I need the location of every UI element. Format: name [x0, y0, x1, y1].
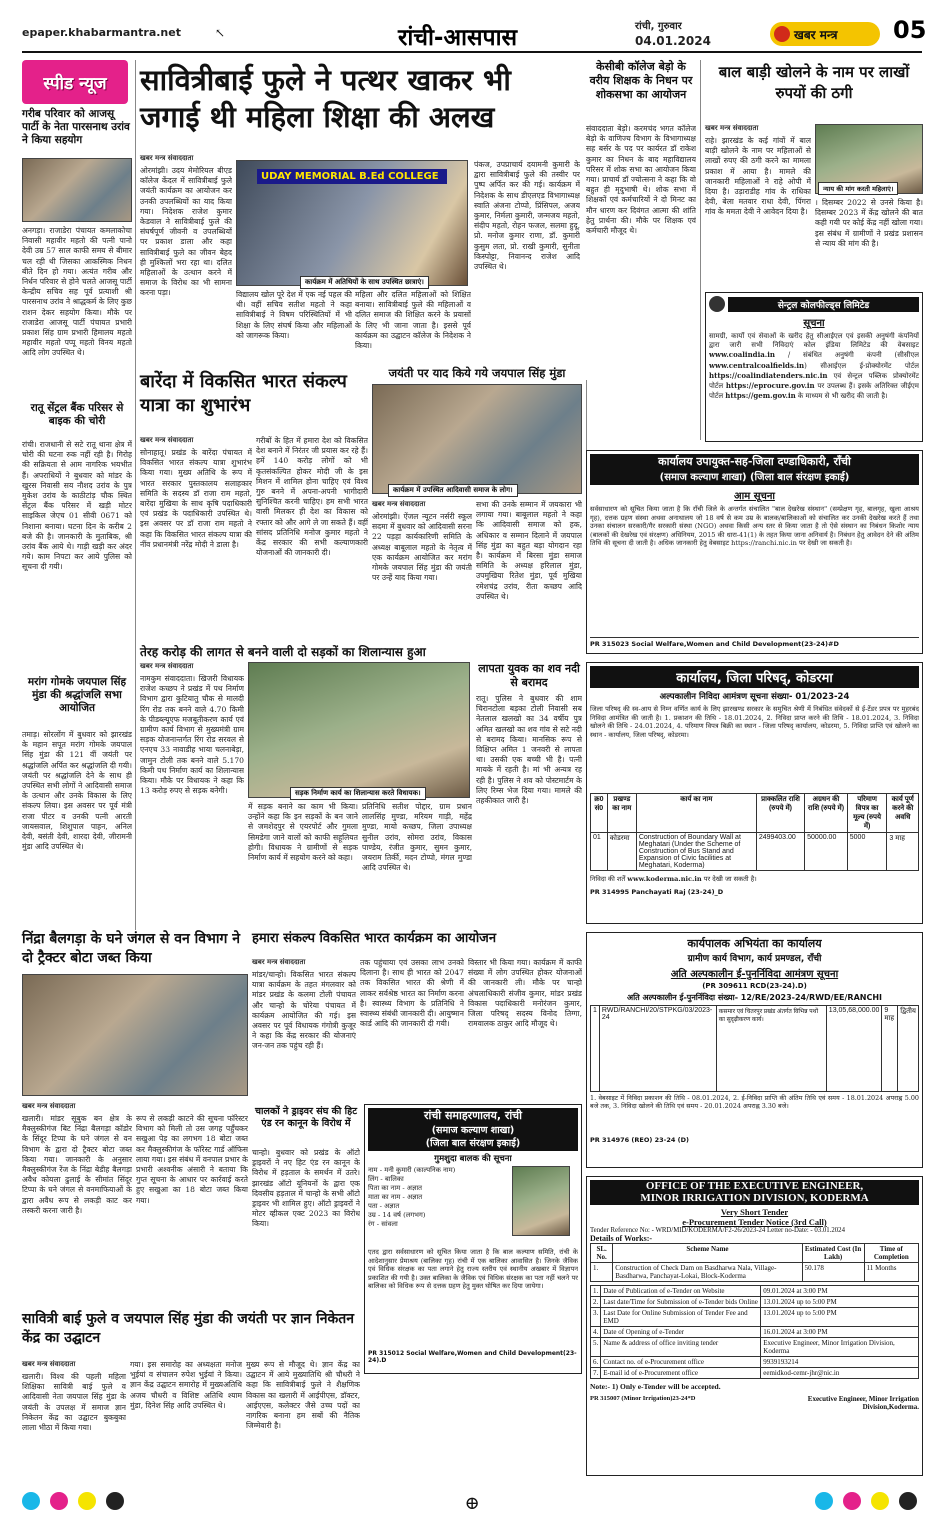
lead-body-2: विद्यालय खोल पूरे देश में एक नई पहल की थी। वहीं सचिव सतीश महतो ने कहा सावित्रीबाई ने विषम परिस्थितियों में भी शिक्षा के लिए संघर्ष किया और महिलाओं को जागरूक किया।: [236, 290, 352, 340]
speed-news-body-1: अनगड़ा। राजाडेरा पंचायत कमलाकोचा निवासी महावीर महतो की पत्नी पानो देवी उम्र 57 साल काफी समय से बीमार चल रही थी जिसका आकस्मिक निधन बीते दिन हो गया। अत्यंत गरीब और निर्धन परिवार से होने चलते आजसू पार्टी केन्द्रीय सचिव सह पूर्व प्रत्याशी श्री पारसनाथ उरांव ने श्राद्धकर्म के लिए कुछ राशन देकर सहयोग किया। मौके पर राजाडेरा आजसू पार्टी पंचायत प्रभारी प्रकाश सिंह ग्राम प्रभारी हिमालय महतो महावीर महतो पप्पू महतो विनय महतो आदि लोग उपस्थित थे।: [22, 226, 132, 358]
minor-date-row: [591, 1286, 919, 1297]
lead-caption: कार्यक्रम में अतिथियों के साथ उपस्थित छात्राएं।: [300, 276, 429, 289]
minor-cell: 11 Months: [864, 1263, 918, 1282]
missing-body: रातू। पुलिस ने बुधवार की शाम चिरानटोला बड़का टोली निवासी सब नेतलाल खलखो का 34 वर्षीय पुत्र अमित खलखो का शव गांव से सटे नदी से बरामद किया। मानसिक रूप से विक्षिप्त अमित 1 जनवरी से लापता था। उसकी एक बच्ची भी है। पत्नी मायके में रहती है। मां भी अन्यत्र रह रही है। पुलिस ने शव को पोस्टमार्टम के लिए रिम्स भेज दिया गया। मामले की तहकीकात जारी है।: [476, 694, 582, 806]
cyan-mark-icon: [22, 1492, 40, 1510]
minor-cell: Last Date for Online Submission of Tender Fee and EMD: [601, 1308, 761, 1327]
adopt-sub: (समाज कल्याण शाखा): [368, 1123, 578, 1136]
koderma-cell: 5000: [847, 833, 887, 871]
minor-work-table: [590, 1243, 919, 1282]
barendra-body-2: गरीबों के हित में हमारा देश को विकसित देश बनाने में निरंतर जी प्रयास कर रहे हैं। हमें 140 करोड़ लोगों को भी कृतसंकल्पित होकर मोदी जी के इस मिशन में शामिल होना चाहिए एवं विश्व गुरु बनने में अपना-अपनी भागीदारी सुनिश्चित करनी चाहिए। हम सभी भारत वासी मिलकर ही देश का विकास को रफ्तार को और आगे ले जा सकते हैं। वहीं सांसद प्रतिनिधि मनोज कुमार महतो ने केंद्र सरकार की सभी कल्याणकारी योजनाओं की जानकारी दी।: [256, 436, 368, 558]
sankalp-byline: खबर मन्त्र संवाददाता: [252, 958, 306, 966]
road-photo: [248, 662, 470, 798]
minor-cell: 5.: [591, 1338, 601, 1357]
lead-body-1: ओरमांझी। उदय मेमोरियल बीएड कॉलेज केंदल में सावित्रीबाई फुले जयंती कार्यक्रम का आयोजन कर उनकी उपलब्धियों का याद किया गया। निदेशक राजेश कुमार केडवाल ने सावित्रीबाई फुले की संघर्षपूर्ण जीवनी व उपलब्धियों पर प्रकाश डाला और कहा सावित्रीबाई फुले का जीवन बेहद ही मुश्किलों भरा रहा था। दलित महिलाओं के उत्थान करने में समाज के विरोध का भी सामना करना पड़ा।: [140, 166, 232, 298]
minor-cell: Construction of Check Dam on Basdharwa Nala, Village-Basdharwa, Panchayat-Lokai, Block-Koderma: [613, 1263, 802, 1282]
kbc-body: संवाददाता बेड़ो। करमचंद भगत कॉलेज बेड़ो के वाणिज्य विभाग के विभागाध्यक्ष सह बर्सर के पद पर कार्यरत डॉ राकेश कुमार का निधन के बाद महाविद्यालय परिसर में शोक सभा का आयोजन किया गया। प्राचार्य डॉ ज्योत्सना ने कहा कि वो बहुत ही मृदुभाषी थे। शोक सभा में शिक्षकों एवं कर्मचारियों ने दो मिनट का मौन धारण कर दिवंगत आत्मा की शांति हेतु प्रार्थना की। मौके पर शिक्षक एवं कर्मचारी मौजूद थे।: [586, 124, 696, 236]
ccl-link-2[interactable]: www.centralcoalfields.in: [709, 360, 805, 370]
barendra-body-1: सोनाहातू। प्रखंड के बारेंदा पंचायत में विकसित भारत संकल्प यात्रा शुभारंभ किया गया। मुख्य अतिथि के रूप में भारत सरकार पुस्तकालय सलाहकार समिति के सदस्य डॉ राजा राम महतो, बारेंदा मुखिया के साथ कृषि पदाधिकारी एवं प्रखंड के पदाधिकारी उपस्थित थे। इस अवसर पर डॉ राजा राम महतो ने कहा कि विकसित भारत संकल्प यात्रा की नींव प्रधानमंत्री नरेंद्र मोदी ने डाला है।: [140, 448, 252, 549]
minor-footer: PR 315007 (Minor Irrigation)23-24*D: [590, 1395, 696, 1402]
welfare-body: सर्वसाधारण को सूचित किया जाता है कि राँची जिले के अन्तर्गत संचालित "बाल देखरेख संस्थान" (सम्प्रेक्षण गृह, बालगृह, खुला आश्रय गृह), दत्तक ग्रहण संस्था अथवा अनाथालय जो 18 वर्ष से कम उम्र के बालक/बालिकाओं को संचालित कर उनकी देखरेख करते हैं तथा उनका संचालन सरकारी/गैर सरकारी संस्था (NGO) अथवा किसी अन्य स्तर से किया जाता है तो ऐसे संस्थान का निबंधन किशोर न्याय (बालकों की देखरेख एवं संरक्षण) अधिनियम, 2015 की धारा-41(1) के तहत किया जाना अनिवार्य है। निबंधन हेतु आवेदन देने की अंतिम तिथि की सूचना दी जाती है। अधिक जानकारी हेतु वेबसाइट https://ranchi.nic.in पर देखी जा सकती है।: [590, 505, 919, 548]
minor-cell: 1.: [591, 1263, 613, 1282]
koderma-col: प्राक्कलित राशि (रुपये में): [756, 794, 804, 833]
pointer-icon: ↖: [215, 26, 226, 40]
minor-cell: 4.: [591, 1327, 601, 1338]
angan-caption: न्याय की मांग करती महिलाएं।: [818, 182, 898, 195]
road-body-2: में सड़क बनाने का काम भी किया। उन्होंने कहा कि इन सड़कों के बन जाने से जमशेदपुर से एयरपोर्ट और गुमला सिमडेगा जाने वालों को काफी सहूलियत होगी। विधायक ने ग्रामीणों से सड़क निर्माण कार्य में सहयोग करने को कहा।: [248, 802, 358, 863]
gyan-body-3: मुख्य रूप से मौजूद थे। ज्ञान केंद्र का उद्घाटन में आये मुख्यातिथि श्री चौधरी ने कहा कि सावित्रीबाई फुले ने शैक्षणिक विकास का खलारी में आईपीएस, डॉक्टर, आईएएस, कलेक्टर जैसे उच्च पदों का नागरिक बनाना हम सबों की नैतिक जिम्मेवारी है।: [246, 1360, 360, 1431]
print-registration-marks: [22, 1492, 922, 1514]
adopt-title: रांची समाहरणालय, रांची: [368, 1108, 578, 1123]
brand-logo: [770, 22, 880, 46]
road-body-3: प्रतिनिधि सतीश पोद्दार, ग्राम प्रधान लालसिंह मुण्डा, मरियम गाड़ी, महेंद्र मुण्डा, मायो कच्छप, जिला उपाध्यक्ष सुनील उरांव, सोमरा उरांव, विकास पाण्डेय, रंजीत कुमार, सुमन कुमार, जयराम तिर्की, मदन टोप्पो, मंगल मुण्डा आदि उपस्थित थे।: [362, 802, 472, 873]
minor-cell: 6.: [591, 1357, 601, 1368]
tractor-byline: खबर मन्त्र संवाददाता: [22, 1102, 76, 1110]
gyan-body-1: खलारी। विश्व की पहली महिला शिक्षिका सावित्री बाई फुले व आदिवासी नेता जयपाल सिंह मुंडा के जयंती के उपलक्ष में समाज ज्ञान निकेतन केंद्र का उद्घाटन बुकबुका लाला भीठा में किया गया।: [22, 1372, 126, 1433]
jaipal-body-2: सभा की उनके सम्मान में जयकारा भी लगाया गया। बाबूलाल महतो ने कहा कि आदिवासी समाज को हक, अधिकार व सम्मान दिलाने में जयपाल सिंह मुंडा का बहुत बड़ा योगदान रहा है। कार्यक्रम में बिरसा मुंडा समाज समिति के अध्यक्ष हरिलाल मुंडा, उपमुखिया रितेश मुंडा, पूर्व मुखिया रमेशचंद्र उरांव, रीता कच्छप आदि उपस्थित थे।: [476, 500, 582, 601]
kbc-divider: [700, 60, 701, 440]
koderma-col: कार्य पूर्ण करने की अवधि: [887, 794, 919, 833]
section-title: रांची-आसपास: [398, 25, 518, 51]
koderma-tender: [586, 662, 923, 924]
sankalp-body-2: तक पहुंचाया एवं उसका लाभ उनको दिलाना है। साथ ही भारत को 2047 तक विकसित भारत की श्रेणी में लाकर सर्वश्रेष्ठ भारत का निर्माण करना है। स्वास्थ्य विभाग के प्रतिनिधि ने स्वास्थ्य संबंधी जानकारी दी। आयुष्मान कार्ड आदि की जानकारी दी गयी।: [360, 958, 464, 1029]
minor-col: Time of Completion: [864, 1244, 918, 1263]
minor-note: Note:- 1) Only e-Tender will be accepted.: [590, 1382, 721, 1391]
masthead-rule: [22, 51, 922, 53]
city-day: रांची, गुरुवार: [635, 21, 682, 32]
speed-news-photo: [22, 158, 132, 222]
koderma-col: क्र0 सं0: [591, 794, 608, 833]
minor-notice: Very Short Tender: [720, 1207, 789, 1217]
minor-cell: E-mail id of e-Procurement office: [601, 1368, 761, 1379]
minor-cell: 16.01.2024 at 3:00 PM: [761, 1327, 919, 1338]
adopt-heading: गुमशुदा बालक की सूचना: [434, 1154, 512, 1164]
speed-news-headline-1: गरीब परिवार को आजसू पार्टी के नेता पारसनाथ उरांव ने किया सहयोग: [22, 108, 130, 146]
speed-news-label: स्पीड न्यूज: [43, 73, 107, 94]
minor-cell[interactable]: eemidkod-cemr-jhr@nic.in: [761, 1368, 919, 1379]
rwd-cell: 9 माह: [882, 1006, 898, 1092]
lead-byline: खबर मन्त्र संवाददाता: [140, 154, 194, 162]
ccl-tender: [705, 292, 923, 442]
koderma-cell: 3 माह: [887, 833, 919, 871]
magenta-mark-icon: [843, 1492, 861, 1510]
minor-cell: 09.01.2024 at 3:00 PM: [761, 1286, 919, 1297]
minor-col: Estimated Cost (In Lakh): [802, 1244, 864, 1263]
driver-headline: चालकों ने ड्राइवर संघ की हिट एंड रन कानून के विरोध में: [255, 1106, 357, 1129]
ccl-link-3[interactable]: https://coalindiatenders.nic.in: [709, 370, 828, 380]
rwd-cell: 13,05,68,000.00: [826, 1006, 882, 1092]
sankalp-body-3: विस्तार भी किया गया। कार्यक्रम में काफी संख्या में लोग उपस्थित होकर योजनाओं की जानकारी ली। मौके पर चान्हो अंचलाधिकारी संजीव कुमार, मांडर प्रखंड विकास पदाधिकारी मनोरंजन कुमार, जिला परिषद् सदस्य विनोद तिग्गा, रामवालक ठाकुर आदि मौजूद थे।: [468, 958, 582, 1029]
jaipal-headline: जयंती पर याद किये गये जयपाल सिंह मुंडा: [388, 366, 566, 380]
speed-news-body-2: रांची। राजधानी से सटे रातू थाना क्षेत्र में चोरी की घटना रुक नहीं रही है। गिरोह की सक्रियता से आम नागरिक भयभीत हैं। अपराधियों ने बुधवार को मांडर के खुरस निवासी सय नौशद उरांव के पुत्र मुकेश उरांव के काठीटांड़ चौक स्थित सेंट्रल बैंक परिसर में खड़ी मोटर साइकिल जेएच 01 सीवी 0671 को निशाना बनाया। घटना दिन के करीब 2 बजे की है। जानकारी के मुताबिक, श्री उरांव बैंक आये थे। गाड़ी खड़ी कर अंदर गये। काम निपटा कर आये पुलिस को सूचना दी गयी।: [22, 440, 132, 572]
cyan-mark-icon: [815, 1492, 833, 1510]
road-body-1: नामकुम संवाददाता। खिजरी विधायक राजेश कच्छप ने प्रखंड में पथ निर्माण विभाग द्वारा कुटियातु चौक से मालदी रिंग रोड तक बनने वाले 4.70 किमी के पीडब्ल्यूएफ मजबूतीकरण कार्य एवं ग्रामीण कार्य विभाग से मुख्यमंत्री ग्राम सड़क योजनान्तर्गत रिंग रोड सरवल से एनएच 33 नावाडीह भाया चलनाबेड़ा, जामुन टोली तक बनने वाले 5.170 किमी पथ निर्माण कार्य का शिलान्यास किया। मौके पर विधायक ने कहा कि 13 करोड़ रुपए से सड़क बनेगी।: [140, 674, 244, 796]
rwd-number: अति अल्पकालीन ई-पुनर्निविदा संख्या- 12/RE/2023-24/RWD/EE/RANCHI: [626, 993, 883, 1002]
speed-news-body-3: तमाड़। सोरलोंग में बुधवार को झारखंड के महान सपूत मरांग गोमके जयपाल सिंह मुंडा की 121 वीं जयंती पर श्रद्धांजलि अर्पित कर श्रद्धांजलि दी गयी। जयंती पर श्रद्धांजलि देने के साथ ही उपस्थित सभी लोगों ने आदिवासी समाज के उत्थान और उनके विकास के लिए संकल्प लिया। इस अवसर पर पूर्व मंत्री राजा पीटर व उनकी पत्नी आरती जायसवाल, शिशुपाल पाहन, अनिल देवी, बसंती देवी, शारदा देवी, जीरामनी मुंडा आदि उपस्थित थे।: [22, 730, 132, 852]
minor-cell: 50.178: [802, 1263, 864, 1282]
welfare-heading: आम सूचना: [734, 491, 775, 502]
minor-cell: 1.: [591, 1286, 601, 1297]
minor-date-row: [591, 1308, 919, 1327]
koderma-table-row: [591, 833, 919, 871]
angan-byline: खबर मन्त्र संवाददाता: [705, 124, 759, 132]
speed-news-headline-3: मरांग गोमके जयपाल सिंह मुंडा की श्रद्धांजलि सभा आयोजित: [27, 676, 127, 714]
minor-cell: 13.01.2024 up to 5:00 PM: [761, 1297, 919, 1308]
tractor-headline: निंद्रा बैलगड़ा के घने जंगल से वन विभाग ने दो ट्रैक्टर बोटा जब्त किया: [22, 931, 241, 966]
missing-child-notice: [364, 1104, 582, 1374]
tractor-body-2: रूप से लकड़ी काटने की सूचना फॉरेस्टर विभाग को मिली तो उस जगह पहुँचकर सखुआ पेड़ का लगभग 18 बोटा जब्त कर मैक्लुस्कीगंज के फॉरेस्ट गार्ड ऑफिस लाया गया। इस संबंध में वनपाल प्रभार के प्रभारी अश्वनीक अंसारी ने बताया कि गुप्त सूचना के आधार पर कार्रवाई करते हुए सखुआ का 18 बोटा जब्त किया गया।: [136, 1114, 248, 1205]
minor-cell: 3.: [591, 1308, 601, 1327]
adopt-sub2: (जिला बाल संरक्षण इकाई): [368, 1136, 578, 1151]
registration-crosshair-icon: ⊕: [464, 1492, 480, 1514]
minor-work-row: [591, 1263, 919, 1282]
road-caption: सड़क निर्माण कार्य का शिलान्यास करते विधायक।: [290, 787, 426, 800]
rwd-title: कार्यपालक अभियंता का कार्यालय: [687, 937, 822, 950]
minor-title-2: MINOR IRRIGATION DIVISION, KODERMA: [590, 1192, 919, 1205]
jaipal-body-1: ओरमांझी। ऐंजल न्यूटन नर्सरी स्कूल सदमा में बुधवार को आदिवासी सरना 22 पड़हा कार्यकारिणी समिति के अध्यक्ष बाबूलाल महतो के नेतृत्व में एक कार्यक्रम आयोजित कर मरांग गोमके जयपाल सिंह मुंडा की जयंती पर उन्हें याद किया गया।: [372, 512, 472, 583]
minor-ref: Tender Reference No: - WRD/MID/KODERMA/F2-26/2023-24 Letter no-Date: - 03.01.2024: [590, 1227, 845, 1234]
column-divider: [135, 60, 136, 930]
koderma-table-header: [591, 794, 919, 833]
minor-title: OFFICE OF THE EXECUTIVE ENGINEER,: [590, 1180, 919, 1192]
minor-cell: 7.: [591, 1368, 601, 1379]
ccl-link-1[interactable]: www.coalindia.in: [709, 350, 775, 360]
koderma-col: परिमाण विपत्र का मूल्य (रुपये में): [847, 794, 887, 833]
sankalp-body-1: मांडर/चान्हो। विकसित भारत संकल्प यात्रा कार्यक्रम के तहत मंगलवार को मांडर प्रखंड के कलमा टोली पंचायत और चान्हो के चोरेया पंचायत में कार्यक्रम आयोजित की गई। इस अवसर पर पूर्व विधायक गंगोत्री कुजूर ने कहा कि केंद्र सरकार की योजनाएं जन-जन तक पहुंच रही हैं।: [252, 970, 356, 1051]
minor-cell: Contact no. of e-Procurement office: [601, 1357, 761, 1368]
tractor-body-1: खलारी। मांडर सूबुक बन क्षेत्र के मैक्लुस्कीगंज बिट निंद्रा बैलगड़ा कॉडोर के सिंदूर टिप्पा के घने जंगल से वन विभाग के द्वारा दो ट्रैक्टर बोटा जब्त किया गया। जानकारी के अनुसार मैक्लुस्कीगंज रेंज के निंद्रा बेडीह बैलगड़ा अवैध कोयला ढुलाई के सीमांत सिंदूर टिप्पा के घने जंगल से वनमाफियाओं के द्वारा अवैध रूप से लकड़ी काट कर तस्करी करना जारी है।: [22, 1114, 132, 1215]
lead-photo: [236, 160, 468, 286]
koderma-body: जिला परिषद् की स्व-आय से निम्न वर्णित कार्य के लिए झारखण्ड सरकार के समुचित श्रेणी में निबंधित संवेदकों से ई-टेंडर प्रपत्र पर मुहरबंद निविदा आमंत्रित की जाती है। 1. प्रकाशन की तिथि - 18.01.2024, 2. निविदा प्राप्त करने की तिथि - 18.01.2024, 3. निविदा खोलने की तिथि - 24.01.2024, 4. परिमाण विपत्र बिक्री का स्थान - जिला परिषद् कार्यालय, कोडरमा, 5. निविदा प्राप्ति एवं खोलने का स्थान - कार्यालय, जिला परिषद्, कोडरमा।: [590, 705, 919, 739]
minor-col: Scheme Name: [613, 1244, 802, 1263]
barendra-headline: बारेंदा में विकसित भारत संकल्प यात्रा का शुभारंभ: [140, 371, 347, 416]
ccl-link-4[interactable]: https://eprocure.gov.in: [725, 381, 815, 391]
jaipal-photo: [372, 384, 582, 494]
road-headline: तेरह करोड़ की लागत से बनने वाली दो सड़कों का शिलान्यास हुआ: [140, 645, 426, 659]
angan-body-1: राहे। झारखंड के कई गांवों में बाल बाड़ी खोलने के नाम पर महिलाओं से लाखों रुपए की ठगी करने का मामला प्रकाश में आया है। मामले की जानकारी महिलाओं ने राहे ओपी में दिया है। उड़ाराडीह गांव के राधिका देवी, बेला मतवार राधा देवी, पिंगरा गांव के ममता देवी ने आवेदन दिया है।: [705, 136, 811, 217]
koderma-table: [590, 793, 919, 871]
koderma-col: अग्रधन की राशि (रुपये में): [805, 794, 848, 833]
ccl-title: सेन्ट्रल कोलफील्ड्स लिमिटेड: [728, 297, 919, 312]
ccl-notice: सूचना: [803, 318, 825, 329]
minor-notice-2: e-Procurement Tender Notice (3rd Call): [682, 1217, 827, 1227]
adopt-details: नाम - मनी कुमारी (काल्पनिक नाम) लिंग - बालिका पिता का नाम - अज्ञात माता का नाम - अज्ञात पता - अज्ञात उम्र - 14 वर्ष (लगभग) रंग - सांवला: [368, 1166, 456, 1228]
welfare-subtitle: (समाज कल्याण शाखा) (जिला बाल संरक्षण इकाई): [590, 469, 919, 485]
koderma-cell: Construction of Boundary Wall at Meghatari (Under the Scheme of Construction of Bus Stand and Expansion of Civic facilities at Meghatari, Koderma): [636, 833, 756, 871]
speed-news-headline-2: रातू सेंट्रल बैंक परिसर से बाइक की चोरी: [30, 402, 124, 427]
rwd-footer: PR 314976 (REO) 23-24 (D): [590, 1136, 689, 1144]
minor-work-header: [591, 1244, 919, 1263]
minor-cell: Last date/Time for Submission of e-Tender bids Online: [601, 1297, 761, 1308]
minor-cell: 13.01.2024 up to 5:00 PM: [761, 1308, 919, 1327]
rwd-table: [590, 1005, 919, 1092]
missing-headline: लापता युवक का शव नदी से बरामद: [478, 662, 580, 689]
kbc-headline: केसीबी कॉलेज बेड़ो के वरीय शिक्षक के निधन पर शोकसभा का आयोजन: [589, 60, 693, 101]
rwd-cell: 1: [591, 1006, 600, 1092]
minor-dates-table: [590, 1285, 919, 1379]
angan-headline: बाल बाड़ी खोलने के नाम पर लाखों रुपयों की ठगी: [718, 63, 910, 102]
date-line: [635, 20, 711, 48]
koderma-site-line: निविदा की शर्तें www.koderma.nic.in पर देखी जा सकती है।: [590, 875, 757, 883]
gyan-headline: सावित्री बाई फुले व जयपाल सिंह मुंडा की जयंती पर ज्ञान निकेतन केंद्र का उद्घाटन: [22, 1311, 355, 1346]
lead-photo-banner: UDAY MEMORIAL B.Ed COLLEGE: [257, 169, 447, 184]
magenta-mark-icon: [50, 1492, 68, 1510]
angan-body-2: । दिसम्बर 2022 से उनसे किया है। दिसम्बर 2023 में केंद्र खोलने की बात कही गयी पर कोई केंद्र नहीं खोला गया। इस संबंध में ग्रामीणों ने प्रखंड प्रशासन से न्याय की मांग की है।: [815, 198, 923, 248]
rwd-cell: RWD/RANCHI/20/STPKG/03/2023-24: [599, 1006, 716, 1092]
koderma-cell: 2499403.00: [756, 833, 804, 871]
minor-cell: Executive Engineer, Minor Irrigation Division, Koderma: [761, 1338, 919, 1357]
ccl-body: सामग्री, कार्यों एवं सेवाओं के खरीद हेतु सीआईएल एवं इसकी अनुषंगी कंपनियों द्वारा जारी सभी निविदाएं कोल इंडिया लिमिटेड की वेबसाइट www.coalindia.in / संबंधित अनुषंगी कंपनी (सीसीएल www.centralcoalfields.in) सीआईएल ई-प्रोक्योरमेंट पोर्टल https://coalindiatenders.nic.in एवं सेन्ट्रल पब्लिक प्रोक्योरमेंट पोर्टल https://eprocure.gov.in पर उपलब्ध हैं। इसके अतिरिक्त जीईएम पोर्टल https://gem.gov.in के माध्यम से भी खरीद की जाती है।: [709, 332, 919, 401]
ccl-link-5[interactable]: https://gem.gov.in: [725, 391, 796, 401]
barendra-byline: खबर मन्त्र संवाददाता: [140, 436, 194, 444]
koderma-col: कार्य का नाम: [636, 794, 756, 833]
adopt-body: एतद द्वारा सर्वसाधारण को सूचित किया जाता है कि बाल कल्याण समिति, रांची के आदेशानुसार प्रेमाश्रय (बालिका गृह) रांची में एक बालिका आवासित है। जिनके जैविक एवं विधिक संरक्षक का पता लगाने हेतु राज्य स्तरीय एवं स्थानीय अखबार में विज्ञापन प्रकाशित की गयी है। उक्त बालिका के जैविक एवं विधिक संरक्षक का पता नहीं चलने पर बालिका को विधिक रूप से दत्तक ग्रहण हेतु मुक्त घोषित कर दिया जायेगा।: [368, 1248, 578, 1291]
koderma-notice: अल्पकालीन निविदा आमंत्रण सूचना संख्या- 01/2023-24: [659, 692, 850, 702]
welfare-footer: PR 315023 Social Welfare,Women and Child Development(23-24)#D: [590, 637, 919, 648]
rwd-heading: अति अल्पकालीन ई-पुनर्निविदा आमंत्रण सूचना: [670, 969, 839, 980]
rwd-body: 1. वेबसाइट में निविदा प्रकाशन की तिथि - 08.01.2024, 2. ई-निविदा प्राप्ति की अंतिम तिथि एवं समय - 18.01.2024 अपराह्न 5.00 बजे तक, 3. निविदा खोलने की तिथि एवं समय - 20.01.2024 अपराह्न 3.30 बजे।: [590, 1094, 919, 1111]
koderma-cell: 50000.00: [805, 833, 848, 871]
minor-date-row: [591, 1357, 919, 1368]
minor-cell: 2.: [591, 1297, 601, 1308]
driver-body: चान्हो। बुधवार को प्रखंड के ऑटो ड्राइवरों ने नए हिट एंड रन कानून के विरोध में हड़ताल के समर्थन में उतरे। झारखंड ऑटो यूनियनों के द्वारा एक दिवसीय हड़ताल में चान्हो के सभी ऑटो ड्राइवर भी शामिल हुए। ऑटो ड्राइवरों ने मोटर व्हीकल एक्ट 2023 का विरोध किया।: [252, 1148, 360, 1229]
minor-irrigation-tender: [586, 1176, 923, 1476]
koderma-col: प्रखण्ड का नाम: [607, 794, 636, 833]
date: 04.01.2024: [635, 34, 711, 48]
lead-body-4: पंकज, उपप्राचार्य दयामनी कुमारी के द्वारा सावित्रीबाई फुले की तस्वीर पर पुष्प अर्पित कर की गई। कार्यक्रम में निदेशक के साथ डीएलएड विभागाध्यक्ष स्वाति अंजना टोप्पो, प्रिंसिपल, अजय कुमार, निर्मला कुमारी, जन्मजय महतो, संदीप महतो, रोहन फजल, सलमा हुदू, प्रो. मनोज कुमार राणा, डॉ. कुमारी कुसुम लता, प्रो. राखी कुमारी, सुनीता किस्पोट्टा, निवानन्द राजेश आदि उपस्थित थे।: [474, 160, 580, 272]
tractor-photo: [22, 974, 248, 1096]
rwd-subtitle: ग्रामीण कार्य विभाग, कार्य प्रमण्डल, राँची: [687, 954, 822, 964]
speed-news-logo: [22, 60, 128, 104]
minor-details: Details of Works:-: [590, 1234, 653, 1243]
yellow-mark-icon: [78, 1492, 96, 1510]
minor-cell: Date of Opening of e-Tender: [601, 1327, 761, 1338]
rwd-cell: द्वितीय: [898, 1006, 919, 1092]
brand-mark-icon: [774, 26, 790, 42]
minor-cell: Date of Publication of e-Tender on Website: [601, 1286, 761, 1297]
minor-cell: 9939193214: [761, 1357, 919, 1368]
gyan-body-2: गया। इस समारोह का अध्यक्षता मनोज भुईयां व संचालन रुपेश भुईयां ने किया। ज्ञान केंद्र उद्घाटन समारोह में मुख्यअतिथि अजय चौधरी व विशिष्ट अतिथि श्याम मुंडा, दिनेश सिंह आदि उपस्थित थे।: [130, 1360, 242, 1410]
gyan-byline: खबर मन्त्र संवाददाता: [22, 1360, 76, 1368]
minor-date-row: [591, 1338, 919, 1357]
koderma-cell: 01: [591, 833, 608, 871]
minor-date-row: [591, 1327, 919, 1338]
adopt-footer: PR 315012 Social Welfare,Women and Child Development(23-24).D: [368, 1350, 577, 1364]
jaipal-byline: खबर मन्त्र संवाददाता: [372, 500, 426, 508]
koderma-title: कार्यालय, जिला परिषद्, कोडरमा: [590, 666, 919, 688]
minor-sign: Executive Engineer, Minor Irrigation Division,Koderma.: [807, 1395, 919, 1411]
yellow-mark-icon: [871, 1492, 889, 1510]
minor-date-row: [591, 1297, 919, 1308]
page-number: 05: [893, 16, 927, 44]
brand-name: खबर मन्त्र: [794, 27, 838, 42]
road-byline: खबर मन्त्र संवाददाता: [140, 662, 194, 670]
black-mark-icon: [106, 1492, 124, 1510]
rwd-table-row: [591, 1006, 919, 1092]
rwd-ref: (PR 309611 RCD(23-24).D): [702, 982, 807, 990]
welfare-notice: [586, 450, 923, 654]
site-url[interactable]: epaper.khabarmantra.net: [22, 26, 181, 39]
black-mark-icon: [899, 1492, 917, 1510]
minor-cell: Name & address of office inviting tender: [601, 1338, 761, 1357]
koderma-site-link[interactable]: www.koderma.nic.in: [627, 875, 702, 883]
koderma-cell: कोडरमा: [607, 833, 636, 871]
jaipal-caption: कार्यक्रम में उपस्थित आदिवासी समाज के लोग।: [388, 484, 518, 497]
sankalp-headline: हमारा संकल्प विकसित भारत कार्यक्रम का आयोजन: [252, 931, 497, 946]
koderma-footer: PR 314995 Panchayati Raj (23-24)_D: [590, 888, 724, 896]
ccl-logo-icon: [709, 296, 725, 312]
rwd-cell-desc: कसमार एवं चितरपुर प्रखंड अंतर्गत विभिन्न पथों का सुदृढ़ीकरण कार्य।: [716, 1006, 826, 1092]
minor-date-row: [591, 1368, 919, 1379]
rwd-tender: [586, 932, 923, 1168]
lead-body-3: महिला और दलित महिलाओं को शिक्षित बनाया। सावित्रीबाई फुले की महिलाओं व दलित समाज की शिक्षित करने के प्रयासों के लिए भी जाना जाता है। इससे पूर्व कार्यक्रम का उद्घाटन कॉलेज के निदेशक ने किया।: [355, 290, 471, 351]
lead-headline: सावित्रीबाई फुले ने पत्थर खाकर भी जगाई थी महिला शिक्षा की अलख: [140, 63, 511, 134]
child-photo: [512, 1166, 570, 1236]
minor-col: SL. No.: [591, 1244, 613, 1263]
welfare-title: कार्यालय उपायुक्त-सह-जिला दण्डाधिकारी, राँची: [590, 454, 919, 469]
